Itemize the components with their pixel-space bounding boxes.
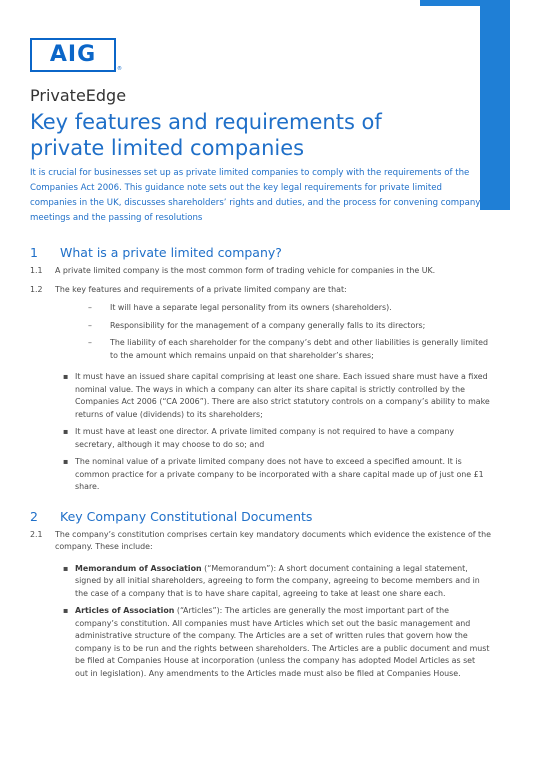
term-description: (“Articles”): The articles are generally the most important part of the company’s constitution. All companies must have Articles which set out the basic management and administrative structure of the company. The Articles are a set of written rules that govern how the company is to be run and the rights between shareholders. The Articles are a public document and must be filed at Companies House at incorporation (unless the company has adopted Model Articles as set out in legislation). Any amendments to the Articles made must also be filed at Companies House. (75, 606, 490, 678)
aig-logo (30, 38, 116, 72)
clause-number: 1.2 (30, 284, 43, 294)
intro-paragraph: It is crucial for businesses set up as private limited companies to comply with the requirements of the Companies Act 2006. This guidance note sets out the key legal requirements for private limited companies in the UK, discusses shareholders’ rights and duties, and the process for convening company meetings and the passing of resolutions (30, 168, 481, 223)
bullet-list (30, 371, 520, 494)
section-2-heading (30, 509, 520, 524)
clause-1-2 (30, 284, 520, 297)
page-title: Key features and requirements of private limited companies (30, 110, 382, 160)
clause-number: 2.1 (30, 529, 43, 539)
list-item-text: It must have an issued share capital comprising at least one share. Each issued share must have a fixed nominal value. The ways in which a company can alter its share capital is strictly controlled by the Companies Act 2006 (“CA 2006”). There are also strict statutory controls on a company’s ability to make returns of value (dividends) to its shareholders; (75, 372, 490, 419)
clause-1-1 (30, 265, 520, 278)
term-label: Memorandum of Association (75, 563, 202, 573)
list-item (63, 426, 520, 451)
section-number: 2 (30, 508, 38, 524)
list-item (63, 563, 520, 601)
list-item-text: It will have a separate legal personality from its owners (shareholders). (110, 303, 392, 312)
list-item (88, 302, 520, 315)
clause-number: 1.1 (30, 266, 43, 275)
clause-text: The company’s constitution comprises certain key mandatory documents which evidence the existence of the company. These include: (55, 529, 492, 551)
list-item (88, 320, 520, 333)
brand-name: PrivateEdge (30, 86, 127, 105)
section-number: 1 (30, 245, 38, 260)
list-item-text: It must have at least one director. A private limited company is not required to have a company secretary, although it may choose to do so; and (75, 427, 455, 449)
clause-text: A private limited company is the most common form of trading vehicle for companies in the UK. (55, 266, 436, 275)
section-title: Key Company Constitutional Documents (60, 508, 313, 524)
list-item-text: Responsibility for the management of a company generally falls to its directors; (110, 320, 426, 330)
document-body (30, 245, 520, 685)
dash-mark: – (88, 303, 92, 312)
bullet-mark: ▪ (63, 372, 69, 381)
section-1-heading (30, 245, 520, 260)
bullet-mark: ▪ (63, 563, 69, 573)
list-item (63, 371, 520, 421)
registered-mark: ® (117, 66, 122, 72)
list-item (63, 456, 520, 494)
bullet-mark: ▪ (63, 457, 69, 466)
list-item (63, 605, 520, 680)
bullet-mark: ▪ (63, 427, 69, 436)
section-title: What is a private limited company? (60, 245, 282, 260)
dash-list (30, 302, 520, 362)
list-item (88, 337, 520, 362)
logo-text: AIG (49, 42, 97, 67)
dash-mark: – (88, 320, 92, 330)
dash-mark: – (88, 338, 92, 347)
term-description: (“Memorandum”): A short document containing a legal statement, signed by all initial shareholders, agreeing to form the company, agreeing to become members and in the case of a company that is to have share capital, agreeing to take at least one share each. (75, 563, 480, 598)
document-list (30, 563, 520, 681)
clause-text: The key features and requirements of a private limited company are that: (55, 284, 347, 294)
list-item-text: The nominal value of a private limited company does not have to exceed a specified amount. It is common practice for a private company to be incorporated with a share capital made up of just one £1 share. (75, 457, 484, 491)
term-label: Articles of Association (75, 606, 175, 615)
clause-2-1 (30, 529, 520, 554)
bullet-mark: ▪ (63, 606, 69, 615)
list-item-text: The liability of each shareholder for the company’s debt and other liabilities is generally limited to the amount which remains unpaid on that shareholder’s shares; (110, 338, 489, 360)
